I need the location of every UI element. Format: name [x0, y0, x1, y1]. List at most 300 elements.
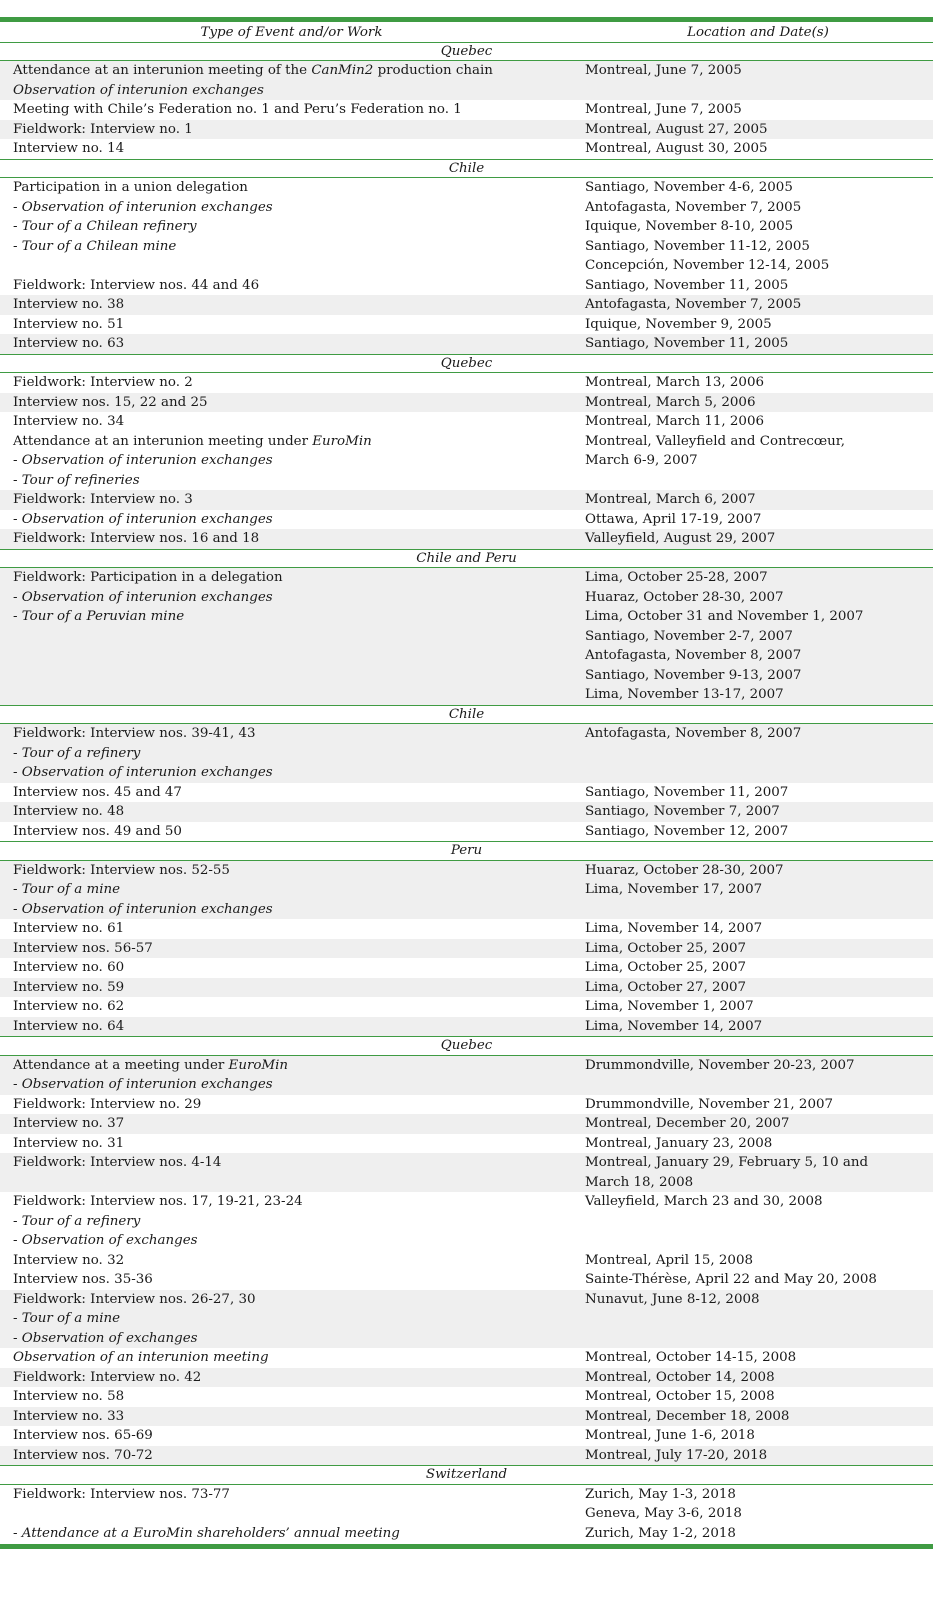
event-cell	[0, 139, 583, 159]
table-row	[0, 529, 933, 549]
location-cell	[583, 393, 933, 413]
event-cell	[0, 958, 583, 978]
event-text: Interview no. 48	[13, 804, 125, 819]
location-cell	[583, 529, 933, 549]
location-line: Santiago, November 11, 2005	[585, 336, 789, 351]
table-row	[0, 822, 933, 842]
location-line: Montreal, April 15, 2008	[585, 1252, 753, 1268]
event-cell	[0, 1446, 583, 1466]
event-line	[13, 802, 583, 822]
event-cell	[0, 1348, 583, 1368]
event-text: Interview no. 58	[13, 1389, 125, 1404]
event-text: production chain	[373, 63, 493, 78]
table-row	[0, 1290, 933, 1349]
event-line	[13, 198, 583, 218]
location-cell	[583, 412, 933, 432]
location-cell	[583, 1446, 933, 1466]
event-cell	[0, 529, 583, 549]
event-line	[13, 1192, 583, 1212]
event-text-italic: - Observation of exchanges	[13, 1233, 198, 1248]
table-row	[0, 1348, 933, 1368]
location-cell	[583, 1368, 933, 1388]
location-line: Montreal, October 14-15, 2008	[585, 1350, 797, 1365]
location-line: Nunavut, June 8-12, 2008	[585, 1291, 760, 1307]
table-row	[0, 1484, 933, 1524]
event-line	[13, 120, 583, 140]
table-row	[0, 1524, 933, 1544]
event-line	[13, 490, 583, 510]
event-text: Interview no. 51	[13, 316, 125, 332]
event-text-italic: - Tour of a Chilean mine	[13, 238, 177, 254]
location-line: Montreal, August 27, 2005	[585, 121, 768, 137]
event-cell	[0, 1524, 583, 1544]
event-text: Interview no. 31	[13, 1135, 125, 1151]
location-cell	[583, 178, 933, 276]
location-cell	[583, 783, 933, 803]
location-line: Montreal, December 20, 2007	[585, 1116, 790, 1131]
location-cell	[583, 334, 933, 354]
event-line	[13, 685, 583, 705]
table-row	[0, 276, 933, 296]
event-line	[13, 744, 583, 764]
section-label: Chile and Peru	[0, 549, 933, 568]
table-row	[0, 1368, 933, 1388]
table-row	[0, 1387, 933, 1407]
location-cell	[583, 997, 933, 1017]
table-row	[0, 1446, 933, 1466]
table-row	[0, 802, 933, 822]
event-line	[13, 1348, 583, 1368]
event-cell	[0, 120, 583, 140]
location-cell	[583, 1524, 933, 1544]
location-line: Montreal, January 23, 2008	[585, 1135, 773, 1151]
event-cell	[0, 1368, 583, 1388]
location-cell	[583, 1114, 933, 1134]
event-text: Interview no. 34	[13, 414, 125, 429]
location-line: Montreal, August 30, 2005	[585, 141, 768, 156]
event-line	[13, 432, 583, 452]
event-text-italic: - Observation of interunion exchanges	[13, 199, 273, 215]
event-text: Interview no. 64	[13, 1018, 125, 1034]
event-line	[13, 588, 583, 608]
table-row	[0, 919, 933, 939]
section-header-row	[0, 1466, 933, 1485]
event-line	[13, 373, 583, 393]
table-header-row	[0, 23, 933, 42]
event-text-italic: - Tour of a refinery	[13, 745, 141, 761]
event-line	[13, 997, 583, 1017]
location-cell	[583, 295, 933, 315]
event-line	[13, 276, 583, 296]
location-line: Valleyfield, March 23 and 30, 2008	[585, 1194, 823, 1209]
event-line	[13, 139, 583, 159]
location-line: Lima, October 31 and November 1, 2007	[585, 609, 864, 624]
location-cell	[583, 1407, 933, 1427]
event-text: Interview no. 32	[13, 1252, 125, 1268]
event-line	[13, 783, 583, 803]
location-line: Drummondville, November 21, 2007	[585, 1096, 834, 1112]
table-row	[0, 939, 933, 959]
section-label: Quebec	[0, 354, 933, 373]
event-text: Attendance at an interunion meeting under	[13, 433, 313, 449]
location-cell	[583, 1095, 933, 1115]
location-line: Drummondville, November 20-23, 2007	[585, 1057, 855, 1073]
event-cell	[0, 1387, 583, 1407]
table-row	[0, 120, 933, 140]
location-cell	[583, 276, 933, 296]
event-line	[13, 178, 583, 198]
event-text: Interview nos. 56-57	[13, 940, 153, 956]
events-table	[0, 23, 933, 1543]
event-text: Fieldwork: Interview nos. 39-41, 43	[13, 726, 256, 741]
event-line	[13, 1270, 583, 1290]
event-text: Interview nos. 45 and 47	[13, 784, 182, 800]
location-line: Lima, November 1, 2007	[585, 999, 754, 1014]
location-line: Montreal, January 29, February 5, 10 and	[585, 1155, 869, 1170]
event-text-italic: - Tour of a mine	[13, 882, 121, 897]
location-line: Lima, November 14, 2007	[585, 1018, 763, 1034]
location-line: Lima, November 13-17, 2007	[585, 687, 784, 702]
location-cell	[583, 860, 933, 919]
event-text: Interview nos. 65-69	[13, 1428, 153, 1443]
section-header-row	[0, 354, 933, 373]
event-text: Interview nos. 70-72	[13, 1447, 153, 1463]
location-line: Ottawa, April 17-19, 2007	[585, 511, 762, 527]
table-row	[0, 100, 933, 120]
table-row	[0, 1251, 933, 1271]
event-text: Fieldwork: Interview nos. 44 and 46	[13, 277, 260, 293]
event-text: Fieldwork: Interview nos. 52-55	[13, 862, 230, 878]
section-label: Quebec	[0, 1037, 933, 1056]
event-line	[13, 393, 583, 413]
event-line	[13, 1231, 583, 1251]
event-cell	[0, 919, 583, 939]
table-row	[0, 1192, 933, 1251]
event-cell	[0, 802, 583, 822]
event-cell	[0, 1270, 583, 1290]
location-line: Santiago, November 11, 2005	[585, 277, 789, 293]
location-cell	[583, 1134, 933, 1154]
event-line	[13, 607, 583, 627]
event-text: Interview no. 37	[13, 1116, 125, 1131]
location-line: Santiago, November 11-12, 2005	[585, 238, 810, 254]
location-line: Huaraz, October 28-30, 2007	[585, 589, 784, 605]
event-cell	[0, 978, 583, 998]
section-header-row	[0, 1037, 933, 1056]
location-cell	[583, 120, 933, 140]
event-text: Interview no. 38	[13, 297, 125, 312]
event-line	[13, 822, 583, 842]
event-text: Fieldwork: Interview nos. 26-27, 30	[13, 1291, 256, 1307]
location-line: Montreal, July 17-20, 2018	[585, 1447, 768, 1463]
event-line	[13, 1407, 583, 1427]
location-line: Montreal, October 15, 2008	[585, 1389, 775, 1404]
event-line	[13, 510, 583, 530]
event-cell	[0, 1134, 583, 1154]
event-line	[13, 1075, 583, 1095]
location-line: Lima, October 25, 2007	[585, 960, 747, 975]
event-cell	[0, 393, 583, 413]
event-line	[13, 1485, 583, 1505]
location-cell	[583, 1290, 933, 1349]
event-cell	[0, 1192, 583, 1251]
table-row	[0, 568, 933, 706]
table-row	[0, 334, 933, 354]
event-line	[13, 217, 583, 237]
event-text-italic: - Observation of interunion exchanges	[13, 511, 273, 527]
table-row	[0, 1426, 933, 1446]
location-cell	[583, 1484, 933, 1524]
section-label: Chile	[0, 159, 933, 178]
event-line	[13, 1446, 583, 1466]
event-text: Fieldwork: Interview nos. 73-77	[13, 1486, 230, 1502]
location-line: Antofagasta, November 8, 2007	[585, 648, 802, 663]
event-line	[13, 61, 583, 81]
event-text-italic: - Observation of interunion exchanges	[13, 453, 273, 468]
location-line: Montreal, March 11, 2006	[585, 414, 764, 429]
location-line: Montreal, June 1-6, 2018	[585, 1428, 755, 1443]
table-row	[0, 783, 933, 803]
event-text: Interview no. 63	[13, 336, 125, 351]
event-cell	[0, 276, 583, 296]
table-row	[0, 139, 933, 159]
event-line	[13, 724, 583, 744]
event-line	[13, 315, 583, 335]
event-line	[13, 1134, 583, 1154]
location-cell	[583, 1251, 933, 1271]
event-text-italic: EuroMin	[228, 1057, 289, 1073]
table-row	[0, 1134, 933, 1154]
section-label: Peru	[0, 842, 933, 861]
event-line	[13, 412, 583, 432]
location-cell	[583, 490, 933, 510]
event-text: Meeting with Chile’s Federation no. 1 and Peru’s Federation no. 1	[13, 102, 462, 117]
table-row	[0, 1153, 933, 1192]
event-line	[13, 861, 583, 881]
table-row	[0, 490, 933, 510]
location-cell	[583, 373, 933, 393]
table-row	[0, 393, 933, 413]
event-line	[13, 666, 583, 686]
section-label: Chile	[0, 705, 933, 724]
event-cell	[0, 334, 583, 354]
event-text: Attendance at a meeting under	[13, 1057, 229, 1073]
section-label: Quebec	[0, 42, 933, 61]
event-text: Fieldwork: Interview nos. 4-14	[13, 1155, 222, 1170]
location-cell	[583, 724, 933, 783]
event-line	[13, 1153, 583, 1173]
event-text-italic: - Observation of interunion exchanges	[13, 765, 273, 780]
event-line	[13, 237, 583, 257]
event-cell	[0, 490, 583, 510]
table-row	[0, 1270, 933, 1290]
event-line	[13, 646, 583, 666]
event-cell	[0, 100, 583, 120]
bottom-rule	[0, 1544, 933, 1549]
event-line	[13, 880, 583, 900]
event-line	[13, 919, 583, 939]
top-rule	[0, 17, 933, 22]
event-cell	[0, 997, 583, 1017]
event-cell	[0, 1251, 583, 1271]
event-text: Interview nos. 35-36	[13, 1272, 153, 1287]
event-text: Interview no. 61	[13, 921, 125, 936]
event-cell	[0, 568, 583, 706]
location-line: Montreal, Valleyfield and Contrecœur,	[585, 433, 845, 449]
location-cell	[583, 1017, 933, 1037]
event-text: Interview nos. 49 and 50	[13, 823, 182, 839]
events-table-container	[0, 17, 933, 1549]
location-line: Santiago, November 7, 2007	[585, 804, 780, 819]
location-line: Lima, October 27, 2007	[585, 979, 747, 995]
event-cell	[0, 373, 583, 393]
event-cell	[0, 61, 583, 101]
table-row	[0, 1407, 933, 1427]
location-line: Santiago, November 12, 2007	[585, 823, 789, 839]
location-line: Santiago, November 9-13, 2007	[585, 667, 802, 683]
event-line	[13, 451, 583, 471]
location-cell	[583, 958, 933, 978]
event-cell	[0, 510, 583, 530]
location-cell	[583, 100, 933, 120]
event-cell	[0, 783, 583, 803]
event-line	[13, 295, 583, 315]
location-line: March 6-9, 2007	[585, 453, 698, 468]
event-cell	[0, 1055, 583, 1095]
location-line: Zurich, May 1-3, 2018	[585, 1486, 736, 1502]
location-cell	[583, 139, 933, 159]
location-line: Iquique, November 8-10, 2005	[585, 219, 794, 234]
header-event-type: Type of Event and/or Work	[0, 23, 583, 42]
event-text: Interview nos. 15, 22 and 25	[13, 394, 208, 410]
event-text: Interview no. 14	[13, 141, 125, 156]
event-cell	[0, 860, 583, 919]
event-text-italic: - Tour of a mine	[13, 1311, 121, 1326]
event-text: Fieldwork: Participation in a delegation	[13, 570, 283, 585]
event-cell	[0, 432, 583, 491]
table-row	[0, 432, 933, 491]
event-text: Fieldwork: Interview no. 1	[13, 121, 193, 137]
table-row	[0, 1055, 933, 1095]
location-line: Lima, November 14, 2007	[585, 921, 763, 936]
table-row	[0, 373, 933, 393]
location-cell	[583, 978, 933, 998]
event-text: Interview no. 62	[13, 999, 125, 1014]
event-line	[13, 334, 583, 354]
location-cell	[583, 432, 933, 491]
event-cell	[0, 178, 583, 276]
location-cell	[583, 315, 933, 335]
event-line	[13, 939, 583, 959]
event-line	[13, 1251, 583, 1271]
table-row	[0, 860, 933, 919]
table-row	[0, 1017, 933, 1037]
location-line: Montreal, March 6, 2007	[585, 492, 756, 507]
location-cell	[583, 1055, 933, 1095]
section-header-row	[0, 159, 933, 178]
table-row	[0, 1114, 933, 1134]
location-line: March 18, 2008	[585, 1174, 694, 1190]
event-text: Fieldwork: Interview no. 42	[13, 1369, 202, 1385]
event-text-italic: - Tour of a Peruvian mine	[13, 609, 185, 624]
table-row	[0, 997, 933, 1017]
location-line: Iquique, November 9, 2005	[585, 316, 772, 332]
location-line: Huaraz, October 28-30, 2007	[585, 862, 784, 878]
event-cell	[0, 1017, 583, 1037]
event-line	[13, 568, 583, 588]
location-line: Valleyfield, August 29, 2007	[585, 531, 776, 546]
location-line: Montreal, October 14, 2008	[585, 1369, 775, 1385]
location-cell	[583, 802, 933, 822]
event-line	[13, 978, 583, 998]
location-line: Concepción, November 12-14, 2005	[585, 258, 830, 273]
event-line	[13, 1309, 583, 1329]
location-line: Antofagasta, November 8, 2007	[585, 726, 802, 741]
event-cell	[0, 1095, 583, 1115]
event-text-italic: EuroMin	[312, 433, 372, 449]
section-header-row	[0, 705, 933, 724]
table-row	[0, 978, 933, 998]
location-cell	[583, 919, 933, 939]
location-line: Montreal, March 5, 2006	[585, 394, 756, 410]
event-cell	[0, 939, 583, 959]
event-cell	[0, 1484, 583, 1524]
event-text-italic: - Tour of refineries	[13, 472, 140, 488]
location-cell	[583, 1153, 933, 1192]
event-line	[13, 1504, 583, 1524]
location-cell	[583, 1270, 933, 1290]
location-line: Zurich, May 1-2, 2018	[585, 1525, 736, 1541]
location-cell	[583, 1387, 933, 1407]
event-line	[13, 763, 583, 783]
event-line	[13, 900, 583, 920]
location-cell	[583, 1348, 933, 1368]
event-text-italic: - Tour of a Chilean refinery	[13, 219, 197, 234]
table-row	[0, 510, 933, 530]
event-cell	[0, 822, 583, 842]
section-header-row	[0, 549, 933, 568]
event-cell	[0, 412, 583, 432]
table-row	[0, 178, 933, 276]
table-row	[0, 315, 933, 335]
event-line	[13, 100, 583, 120]
location-line: Santiago, November 4-6, 2005	[585, 180, 793, 195]
event-line	[13, 627, 583, 647]
event-text: Fieldwork: Interview nos. 17, 19-21, 23-24	[13, 1194, 303, 1209]
event-line	[13, 1387, 583, 1407]
location-cell	[583, 61, 933, 101]
event-line	[13, 1017, 583, 1037]
location-line: Sainte-Thérèse, April 22 and May 20, 2008	[585, 1272, 877, 1287]
event-line	[13, 256, 583, 276]
event-text: Fieldwork: Interview nos. 16 and 18	[13, 531, 260, 546]
location-line: Santiago, November 11, 2007	[585, 784, 789, 800]
location-line: Antofagasta, November 7, 2005	[585, 297, 802, 312]
event-cell	[0, 315, 583, 335]
event-line	[13, 1524, 583, 1544]
event-text-italic: - Tour of a refinery	[13, 1213, 141, 1229]
event-text: Fieldwork: Interview no. 3	[13, 492, 193, 507]
event-text-italic: - Observation of interunion exchanges	[13, 901, 273, 917]
location-cell	[583, 1426, 933, 1446]
event-cell	[0, 1153, 583, 1192]
event-text-italic: Observation of an interunion meeting	[13, 1350, 269, 1365]
location-cell	[583, 822, 933, 842]
event-line	[13, 958, 583, 978]
event-line	[13, 1426, 583, 1446]
event-text-italic: - Observation of interunion exchanges	[13, 589, 273, 605]
event-line	[13, 1290, 583, 1310]
